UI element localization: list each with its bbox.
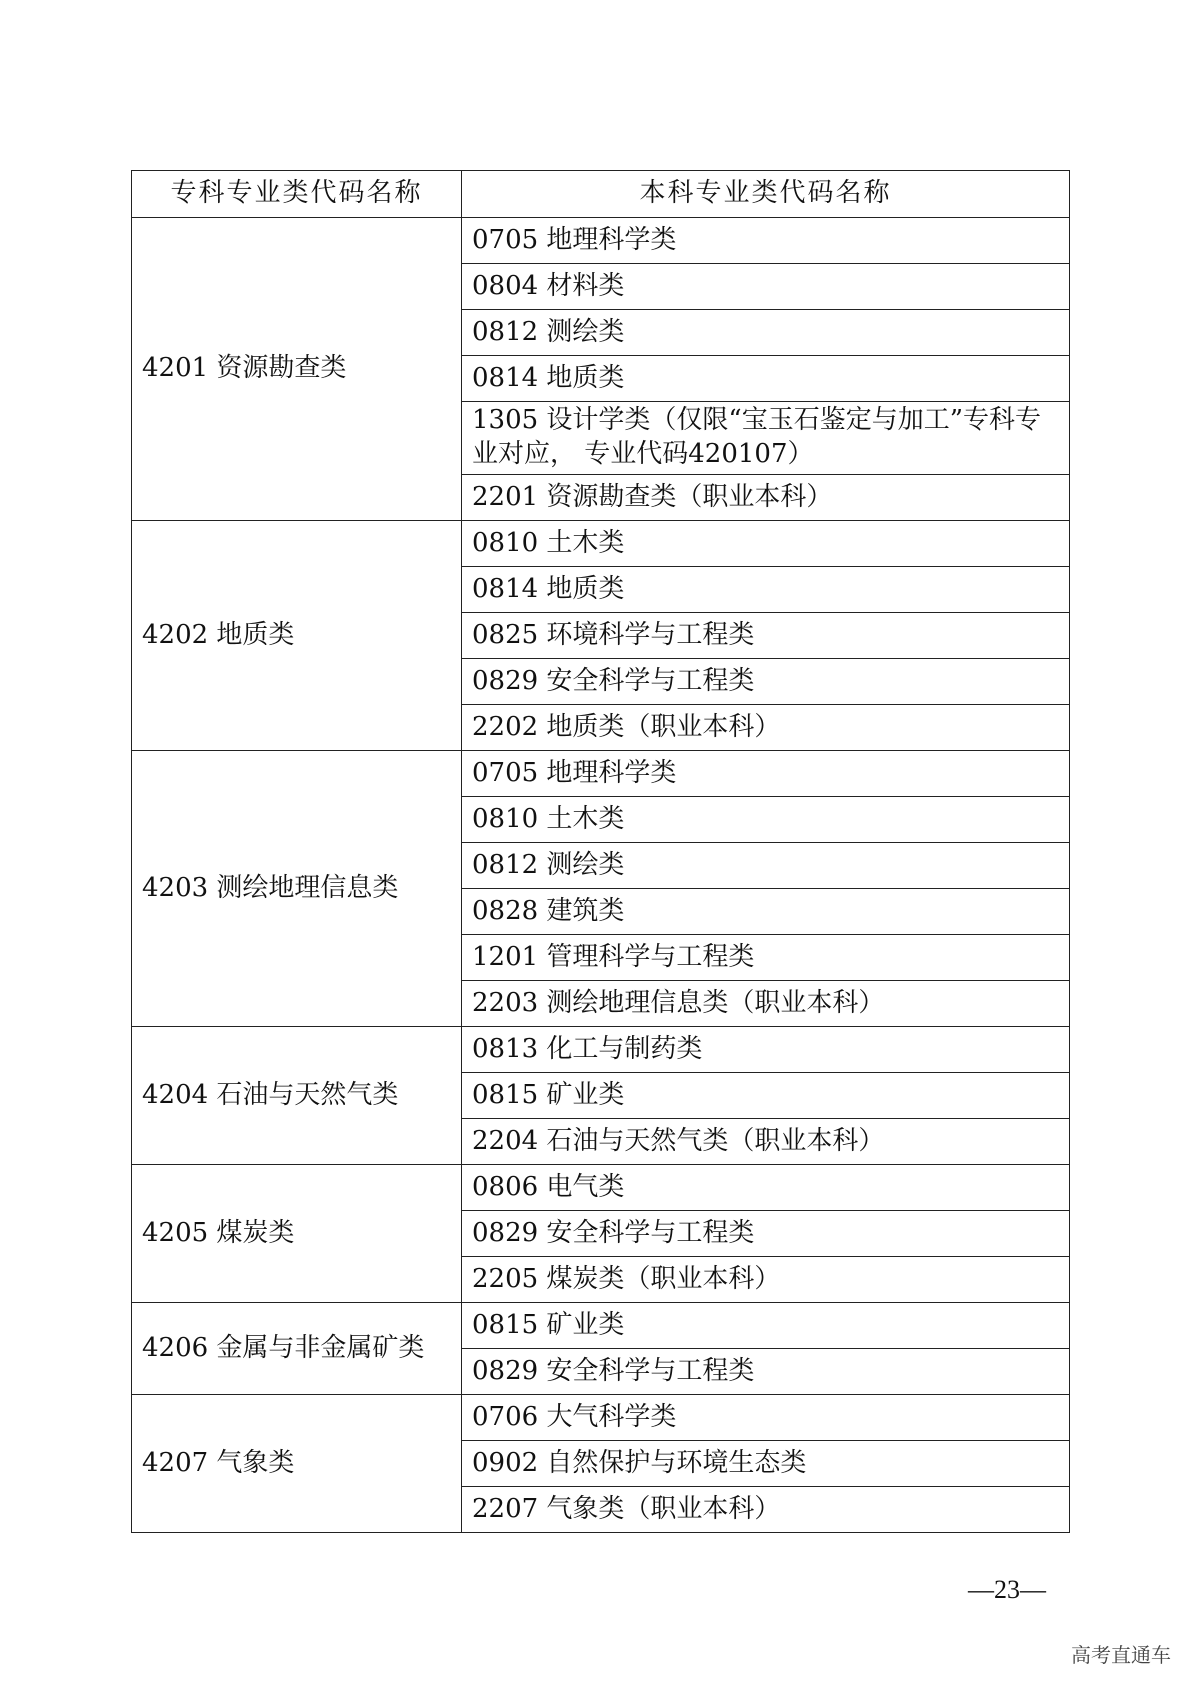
undergraduate-major-cell: 0706 大气科学类 bbox=[462, 1395, 1070, 1441]
header-undergraduate-major: 本科专业类代码名称 bbox=[462, 171, 1070, 218]
undergraduate-major-cell: 0812 测绘类 bbox=[462, 310, 1070, 356]
undergraduate-major-cell: 2203 测绘地理信息类（职业本科） bbox=[462, 981, 1070, 1027]
undergraduate-major-cell: 0829 安全科学与工程类 bbox=[462, 1349, 1070, 1395]
undergraduate-major-cell: 0810 土木类 bbox=[462, 797, 1070, 843]
vocational-major-cell: 4204 石油与天然气类 bbox=[132, 1027, 462, 1165]
undergraduate-major-cell: 2201 资源勘查类（职业本科） bbox=[462, 475, 1070, 521]
table-row bbox=[132, 1303, 1070, 1349]
table-row bbox=[132, 218, 1070, 264]
vocational-major-cell: 4202 地质类 bbox=[132, 521, 462, 751]
undergraduate-major-cell: 0814 地质类 bbox=[462, 567, 1070, 613]
table-header-row bbox=[132, 171, 1070, 218]
undergraduate-major-cell: 0829 安全科学与工程类 bbox=[462, 1211, 1070, 1257]
undergraduate-major-cell: 0829 安全科学与工程类 bbox=[462, 659, 1070, 705]
undergraduate-major-cell: 1201 管理科学与工程类 bbox=[462, 935, 1070, 981]
undergraduate-major-cell: 0825 环境科学与工程类 bbox=[462, 613, 1070, 659]
table-row bbox=[132, 751, 1070, 797]
undergraduate-major-cell: 0828 建筑类 bbox=[462, 889, 1070, 935]
undergraduate-major-cell: 0815 矿业类 bbox=[462, 1073, 1070, 1119]
undergraduate-major-cell: 0705 地理科学类 bbox=[462, 218, 1070, 264]
table-row bbox=[132, 1165, 1070, 1211]
vocational-major-cell: 4201 资源勘查类 bbox=[132, 218, 462, 521]
undergraduate-major-cell: 0812 测绘类 bbox=[462, 843, 1070, 889]
undergraduate-major-cell: 0705 地理科学类 bbox=[462, 751, 1070, 797]
vocational-major-cell: 4207 气象类 bbox=[132, 1395, 462, 1533]
vocational-major-cell: 4206 金属与非金属矿类 bbox=[132, 1303, 462, 1395]
watermark: 高考直通车 bbox=[1071, 1643, 1171, 1667]
undergraduate-major-cell: 2207 气象类（职业本科） bbox=[462, 1487, 1070, 1533]
undergraduate-major-cell: 2204 石油与天然气类（职业本科） bbox=[462, 1119, 1070, 1165]
table-row bbox=[132, 521, 1070, 567]
undergraduate-major-cell: 1305 设计学类（仅限“宝玉石鉴定与加工”专科专业对应， 专业代码420107） bbox=[462, 402, 1070, 475]
header-vocational-major: 专科专业类代码名称 bbox=[132, 171, 462, 218]
major-mapping-table bbox=[131, 170, 1070, 1533]
page-number: —23— bbox=[968, 1575, 1046, 1604]
undergraduate-major-cell: 0804 材料类 bbox=[462, 264, 1070, 310]
undergraduate-major-cell: 2202 地质类（职业本科） bbox=[462, 705, 1070, 751]
undergraduate-major-cell: 0815 矿业类 bbox=[462, 1303, 1070, 1349]
undergraduate-major-cell: 0810 土木类 bbox=[462, 521, 1070, 567]
vocational-major-cell: 4203 测绘地理信息类 bbox=[132, 751, 462, 1027]
table-row bbox=[132, 1027, 1070, 1073]
vocational-major-cell: 4205 煤炭类 bbox=[132, 1165, 462, 1303]
undergraduate-major-cell: 0814 地质类 bbox=[462, 356, 1070, 402]
undergraduate-major-cell: 0806 电气类 bbox=[462, 1165, 1070, 1211]
undergraduate-major-cell: 0902 自然保护与环境生态类 bbox=[462, 1441, 1070, 1487]
table-row bbox=[132, 1395, 1070, 1441]
table-body bbox=[132, 218, 1070, 1533]
undergraduate-major-cell: 2205 煤炭类（职业本科） bbox=[462, 1257, 1070, 1303]
undergraduate-major-cell: 0813 化工与制药类 bbox=[462, 1027, 1070, 1073]
